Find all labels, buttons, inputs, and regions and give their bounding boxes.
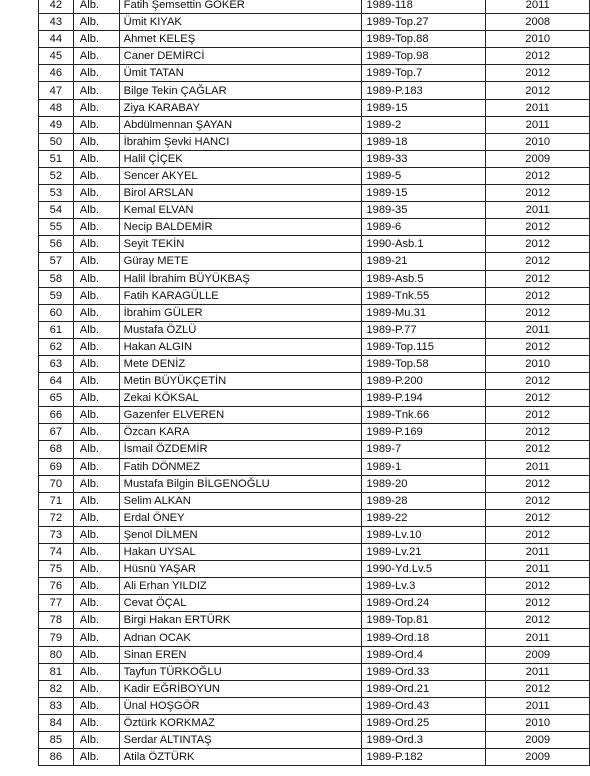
rank-cell: Alb. [73,253,119,270]
rank-cell: Alb. [73,595,119,612]
code-cell: 1989-118 [362,0,486,14]
rank-cell: Alb. [73,629,119,646]
year-cell: 2012 [486,167,590,184]
rank-cell: Alb. [73,185,119,202]
code-cell: 1989-P.77 [362,321,486,338]
row-number: 54 [39,202,74,219]
year-cell: 2010 [486,133,590,150]
code-cell: 1989-Ord.33 [362,663,486,680]
table-row [39,595,590,612]
rank-cell: Alb. [73,697,119,714]
row-number: 72 [39,509,74,526]
row-number: 70 [39,475,74,492]
table-row [39,578,590,595]
table-row [39,749,590,766]
row-number: 76 [39,578,74,595]
year-cell: 2012 [486,253,590,270]
table-row [39,65,590,82]
code-cell: 1989-Top.81 [362,612,486,629]
name-cell: Ali Erhan YILDIZ [119,578,362,595]
row-number: 49 [39,116,74,133]
table-row [39,253,590,270]
table-row [39,390,590,407]
rank-cell: Alb. [73,578,119,595]
name-cell: Metin BÜYÜKÇETİN [119,373,362,390]
rank-cell: Alb. [73,663,119,680]
year-cell: 2012 [486,424,590,441]
name-cell: Sencer AKYEL [119,167,362,184]
year-cell: 2011 [486,202,590,219]
row-number: 79 [39,629,74,646]
code-cell: 1989-Ord.18 [362,629,486,646]
year-cell: 2012 [486,287,590,304]
name-cell: Özcan KARA [119,424,362,441]
row-number: 67 [39,424,74,441]
table-row [39,561,590,578]
table-row [39,82,590,99]
rank-cell: Alb. [73,270,119,287]
row-number: 62 [39,338,74,355]
table-row [39,629,590,646]
rank-cell: Alb. [73,561,119,578]
code-cell: 1989-15 [362,185,486,202]
rank-cell: Alb. [73,167,119,184]
name-cell: Bilge Tekin ÇAĞLAR [119,82,362,99]
table-row [39,116,590,133]
row-number: 60 [39,304,74,321]
year-cell: 2012 [486,82,590,99]
code-cell: 1989-Lv.21 [362,544,486,561]
code-cell: 1989-Top.27 [362,14,486,31]
name-cell: Öztürk KORKMAZ [119,714,362,731]
code-cell: 1989-P.200 [362,373,486,390]
year-cell: 2012 [486,219,590,236]
row-number: 77 [39,595,74,612]
rank-cell: Alb. [73,48,119,65]
year-cell: 2012 [486,236,590,253]
row-number: 57 [39,253,74,270]
year-cell: 2010 [486,714,590,731]
year-cell: 2011 [486,561,590,578]
name-cell: Tayfun TÜRKOĞLU [119,663,362,680]
rank-cell: Alb. [73,82,119,99]
code-cell: 1989-Top.88 [362,31,486,48]
name-cell: Caner DEMİRCİ [119,48,362,65]
code-cell: 1989-28 [362,492,486,509]
year-cell: 2012 [486,185,590,202]
name-cell: Abdülmennan ŞAYAN [119,116,362,133]
table-row [39,236,590,253]
rank-cell: Alb. [73,65,119,82]
code-cell: 1989-Ord.25 [362,714,486,731]
code-cell: 1989-Ord.21 [362,680,486,697]
row-number: 50 [39,133,74,150]
year-cell: 2012 [486,65,590,82]
code-cell: 1989-Ord.43 [362,697,486,714]
row-number: 52 [39,167,74,184]
year-cell: 2011 [486,697,590,714]
table-row [39,355,590,372]
name-cell: Zekai KÖKSAL [119,390,362,407]
rank-cell: Alb. [73,680,119,697]
year-cell: 2012 [486,338,590,355]
name-cell: Adnan OCAK [119,629,362,646]
rank-cell: Alb. [73,458,119,475]
table-row [39,185,590,202]
table-row [39,697,590,714]
code-cell: 1989-Top.58 [362,355,486,372]
table-row [39,99,590,116]
name-cell: Cevat ÖÇAL [119,595,362,612]
rank-cell: Alb. [73,0,119,14]
table-row [39,373,590,390]
personnel-table [38,0,590,766]
year-cell: 2009 [486,732,590,749]
table-row [39,509,590,526]
code-cell: 1989-Tnk.66 [362,407,486,424]
row-number: 45 [39,48,74,65]
name-cell: Necip BALDEMİR [119,219,362,236]
rank-cell: Alb. [73,732,119,749]
row-number: 42 [39,0,74,14]
rank-cell: Alb. [73,544,119,561]
year-cell: 2010 [486,355,590,372]
year-cell: 2009 [486,150,590,167]
row-number: 46 [39,65,74,82]
year-cell: 2012 [486,441,590,458]
code-cell: 1989-5 [362,167,486,184]
table-row [39,612,590,629]
year-cell: 2012 [486,304,590,321]
rank-cell: Alb. [73,424,119,441]
year-cell: 2011 [486,663,590,680]
year-cell: 2012 [486,595,590,612]
year-cell: 2011 [486,321,590,338]
code-cell: 1989-P.169 [362,424,486,441]
row-number: 78 [39,612,74,629]
rank-cell: Alb. [73,749,119,766]
year-cell: 2012 [486,390,590,407]
row-number: 80 [39,646,74,663]
code-cell: 1989-Tnk.55 [362,287,486,304]
row-number: 75 [39,561,74,578]
table-row [39,304,590,321]
name-cell: Halil ÇİÇEK [119,150,362,167]
code-cell: 1989-15 [362,99,486,116]
code-cell: 1989-Ord.24 [362,595,486,612]
name-cell: Ziya KARABAY [119,99,362,116]
name-cell: Ünal HOŞGÖR [119,697,362,714]
row-number: 61 [39,321,74,338]
table-row [39,14,590,31]
table-row [39,732,590,749]
name-cell: Serdar ALTINTAŞ [119,732,362,749]
rank-cell: Alb. [73,236,119,253]
name-cell: Birol ARSLAN [119,185,362,202]
code-cell: 1989-Lv.3 [362,578,486,595]
year-cell: 2009 [486,646,590,663]
name-cell: Sinan EREN [119,646,362,663]
code-cell: 1989-18 [362,133,486,150]
row-number: 68 [39,441,74,458]
code-cell: 1989-Ord.3 [362,732,486,749]
year-cell: 2012 [486,373,590,390]
table-row [39,150,590,167]
table-row [39,31,590,48]
year-cell: 2008 [486,14,590,31]
table-row [39,526,590,543]
code-cell: 1989-33 [362,150,486,167]
rank-cell: Alb. [73,287,119,304]
rank-cell: Alb. [73,407,119,424]
year-cell: 2011 [486,629,590,646]
row-number: 56 [39,236,74,253]
name-cell: Halil İbrahim BÜYÜKBAŞ [119,270,362,287]
code-cell: 1989-Ord.4 [362,646,486,663]
name-cell: Hakan ALGIN [119,338,362,355]
table-row [39,680,590,697]
rank-cell: Alb. [73,441,119,458]
name-cell: Güray METE [119,253,362,270]
year-cell: 2012 [486,578,590,595]
code-cell: 1989-Top.98 [362,48,486,65]
name-cell: Fatih DÖNMEZ [119,458,362,475]
row-number: 59 [39,287,74,304]
table-row [39,407,590,424]
row-number: 64 [39,373,74,390]
table-row [39,133,590,150]
code-cell: 1989-Asb.5 [362,270,486,287]
rank-cell: Alb. [73,475,119,492]
table-row [39,458,590,475]
year-cell: 2011 [486,458,590,475]
name-cell: Kadir EĞRİBOYUN [119,680,362,697]
table-row [39,663,590,680]
row-number: 83 [39,697,74,714]
name-cell: Erdal ÖNEY [119,509,362,526]
row-number: 71 [39,492,74,509]
table-row [39,424,590,441]
rank-cell: Alb. [73,714,119,731]
rank-cell: Alb. [73,646,119,663]
code-cell: 1989-P.183 [362,82,486,99]
row-number: 53 [39,185,74,202]
name-cell: Kemal ELVAN [119,202,362,219]
table-row [39,48,590,65]
year-cell: 2011 [486,99,590,116]
name-cell: İbrahim Şevki HANCI [119,133,362,150]
rank-cell: Alb. [73,202,119,219]
row-number: 51 [39,150,74,167]
table-row [39,475,590,492]
rank-cell: Alb. [73,99,119,116]
year-cell: 2011 [486,544,590,561]
name-cell: Ümit KIYAK [119,14,362,31]
rank-cell: Alb. [73,373,119,390]
row-number: 69 [39,458,74,475]
table-row [39,219,590,236]
row-number: 74 [39,544,74,561]
row-number: 44 [39,31,74,48]
code-cell: 1989-35 [362,202,486,219]
table-row [39,202,590,219]
year-cell: 2012 [486,526,590,543]
year-cell: 2009 [486,749,590,766]
year-cell: 2012 [486,680,590,697]
rank-cell: Alb. [73,133,119,150]
table-row [39,441,590,458]
rank-cell: Alb. [73,338,119,355]
rank-cell: Alb. [73,31,119,48]
name-cell: Ümit TATAN [119,65,362,82]
name-cell: Atila ÖZTÜRK [119,749,362,766]
name-cell: Mete DENİZ [119,355,362,372]
rank-cell: Alb. [73,304,119,321]
code-cell: 1989-Mu.31 [362,304,486,321]
table-row [39,0,590,14]
code-cell: 1989-20 [362,475,486,492]
row-number: 63 [39,355,74,372]
year-cell: 2012 [486,492,590,509]
table-row [39,321,590,338]
year-cell: 2012 [486,48,590,65]
name-cell: Seyit TEKİN [119,236,362,253]
name-cell: İsmail ÖZDEMİR [119,441,362,458]
row-number: 55 [39,219,74,236]
code-cell: 1989-21 [362,253,486,270]
year-cell: 2011 [486,0,590,14]
name-cell: Ahmet KELEŞ [119,31,362,48]
name-cell: Hüsnü YAŞAR [119,561,362,578]
name-cell: Gazenfer ELVEREN [119,407,362,424]
table-row [39,492,590,509]
name-cell: İbrahim GÜLER [119,304,362,321]
name-cell: Birgi Hakan ERTÜRK [119,612,362,629]
code-cell: 1990-Asb.1 [362,236,486,253]
code-cell: 1989-Top.7 [362,65,486,82]
code-cell: 1989-Top.115 [362,338,486,355]
table-row [39,167,590,184]
name-cell: Mustafa Bilgin BİLGENOĞLU [119,475,362,492]
name-cell: Fatih KARAGÜLLE [119,287,362,304]
year-cell: 2012 [486,612,590,629]
year-cell: 2012 [486,270,590,287]
rank-cell: Alb. [73,526,119,543]
code-cell: 1989-6 [362,219,486,236]
row-number: 73 [39,526,74,543]
rank-cell: Alb. [73,390,119,407]
rank-cell: Alb. [73,321,119,338]
code-cell: 1989-P.182 [362,749,486,766]
year-cell: 2011 [486,116,590,133]
table-row [39,338,590,355]
year-cell: 2012 [486,407,590,424]
row-number: 82 [39,680,74,697]
name-cell: Fatih Şemsettin GÖKER [119,0,362,14]
row-number: 65 [39,390,74,407]
year-cell: 2012 [486,509,590,526]
row-number: 66 [39,407,74,424]
row-number: 43 [39,14,74,31]
table-row [39,270,590,287]
rank-cell: Alb. [73,219,119,236]
row-number: 81 [39,663,74,680]
rank-cell: Alb. [73,150,119,167]
name-cell: Selim ALKAN [119,492,362,509]
row-number: 47 [39,82,74,99]
row-number: 86 [39,749,74,766]
rank-cell: Alb. [73,355,119,372]
row-number: 85 [39,732,74,749]
code-cell: 1989-7 [362,441,486,458]
table-row [39,714,590,731]
name-cell: Şenol DİLMEN [119,526,362,543]
year-cell: 2012 [486,475,590,492]
rank-cell: Alb. [73,116,119,133]
row-number: 48 [39,99,74,116]
row-number: 84 [39,714,74,731]
name-cell: Mustafa ÖZLÜ [119,321,362,338]
code-cell: 1990-Yd.Lv.5 [362,561,486,578]
rank-cell: Alb. [73,612,119,629]
rank-cell: Alb. [73,492,119,509]
rank-cell: Alb. [73,14,119,31]
code-cell: 1989-22 [362,509,486,526]
table-row [39,544,590,561]
rank-cell: Alb. [73,509,119,526]
code-cell: 1989-1 [362,458,486,475]
name-cell: Hakan UYSAL [119,544,362,561]
code-cell: 1989-Lv.10 [362,526,486,543]
table-body [39,0,590,766]
row-number: 58 [39,270,74,287]
year-cell: 2010 [486,31,590,48]
code-cell: 1989-P.194 [362,390,486,407]
table-row [39,646,590,663]
table-row [39,287,590,304]
code-cell: 1989-2 [362,116,486,133]
